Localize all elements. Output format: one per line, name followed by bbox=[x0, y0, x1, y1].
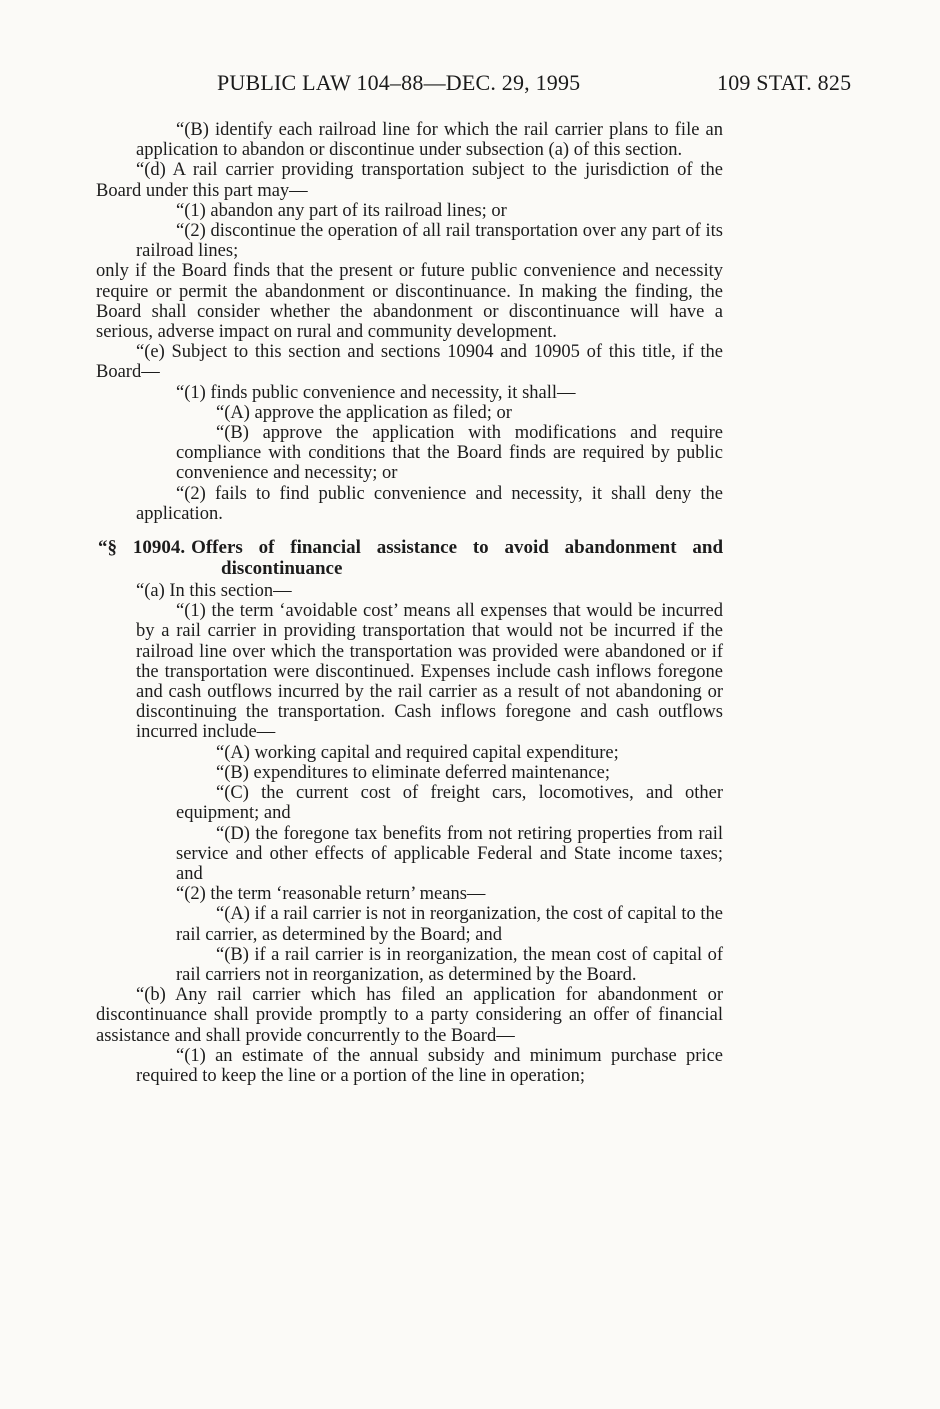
statute-paragraph: “(1) finds public convenience and necessity, it shall— bbox=[176, 382, 576, 403]
statute-paragraph: “(d) A rail carrier providing transportation subject to the jurisdiction of the Board under this part may— bbox=[96, 160, 723, 201]
statute-paragraph: “(2) discontinue the operation of all rail transportation over any part of its railroad lines; bbox=[136, 221, 723, 262]
statute-paragraph: “(1) an estimate of the annual subsidy and minimum purchase price required to keep the line or a portion of the line in operation; bbox=[136, 1045, 723, 1086]
running-head bbox=[0, 70, 940, 104]
stat-page-number: 109 STAT. 825 bbox=[717, 70, 852, 95]
statute-paragraph: only if the Board finds that the present or future public convenience and necessity require or permit the abandonment or discontinuance. In making the finding, the Board shall consider whether the abandonment or discontinuance will have a serious, adverse impact on rural and community development. bbox=[96, 261, 723, 343]
statute-paragraph: “(B) identify each railroad line for which the rail carrier plans to file an application to abandon or discontinue under subsection (a) of this section. bbox=[136, 120, 723, 161]
statute-paragraph: “(a) In this section— bbox=[136, 581, 292, 602]
statute-paragraph: “(2) fails to find public convenience and necessity, it shall deny the application. bbox=[136, 483, 723, 524]
law-citation: PUBLIC LAW 104–88—DEC. 29, 1995 bbox=[217, 70, 581, 95]
statute-paragraph: “(1) abandon any part of its railroad lines; or bbox=[176, 200, 507, 221]
statute-body bbox=[96, 120, 723, 1086]
statute-paragraph: “(A) if a rail carrier is not in reorganization, the cost of capital to the rail carrier, as determined by the Board; and bbox=[176, 904, 723, 945]
statute-paragraph: “(A) approve the application as filed; or bbox=[216, 402, 512, 423]
statute-paragraph: “(B) if a rail carrier is in reorganization, the mean cost of capital of rail carriers not in reorganization, as determined by the Board. bbox=[176, 944, 723, 985]
statute-paragraph: “(D) the foregone tax benefits from not retiring properties from rail service and other effects of applicable Federal and State income taxes; and bbox=[176, 823, 723, 884]
statute-paragraph: “(B) approve the application with modifications and require compliance with conditions that the Board finds are required by public convenience and necessity; or bbox=[176, 423, 723, 484]
statute-paragraph: “(2) the term ‘reasonable return’ means— bbox=[176, 884, 486, 905]
section-number: “§ 10904. bbox=[98, 537, 186, 559]
statute-paragraph: “(B) expenditures to eliminate deferred maintenance; bbox=[216, 762, 610, 783]
statute-paragraph: “(A) working capital and required capital expenditure; bbox=[216, 742, 619, 763]
section-10903-continuation bbox=[96, 120, 723, 524]
statute-paragraph: “(1) the term ‘avoidable cost’ means all expenses that would be incurred by a rail carrier in providing transportation that would not be incurred if the railroad line over which the transportation was provided were abandoned or if the transportation were discontinued. Expenses include cash inflows foregone and cash outflows incurred by the rail carrier as a result of not abandoning or discontinuing the transportation. Cash inflows foregone and cash outflows incurred include— bbox=[136, 601, 723, 743]
statute-paragraph: “(e) Subject to this section and sections 10904 and 10905 of this title, if the Board— bbox=[96, 342, 723, 383]
section-title: Offers of financial assistance to avoid abandonment and discontinuance bbox=[191, 537, 724, 579]
statute-paragraph: “(b) Any rail carrier which has filed an application for abandonment or discontinuance shall provide promptly to a party considering an offer of financial assistance and shall provide concurrently to the Board— bbox=[96, 985, 723, 1046]
section-10904-text bbox=[96, 581, 723, 1086]
statute-paragraph: “(C) the current cost of freight cars, locomotives, and other equipment; and bbox=[176, 783, 723, 824]
section-heading bbox=[96, 538, 723, 579]
